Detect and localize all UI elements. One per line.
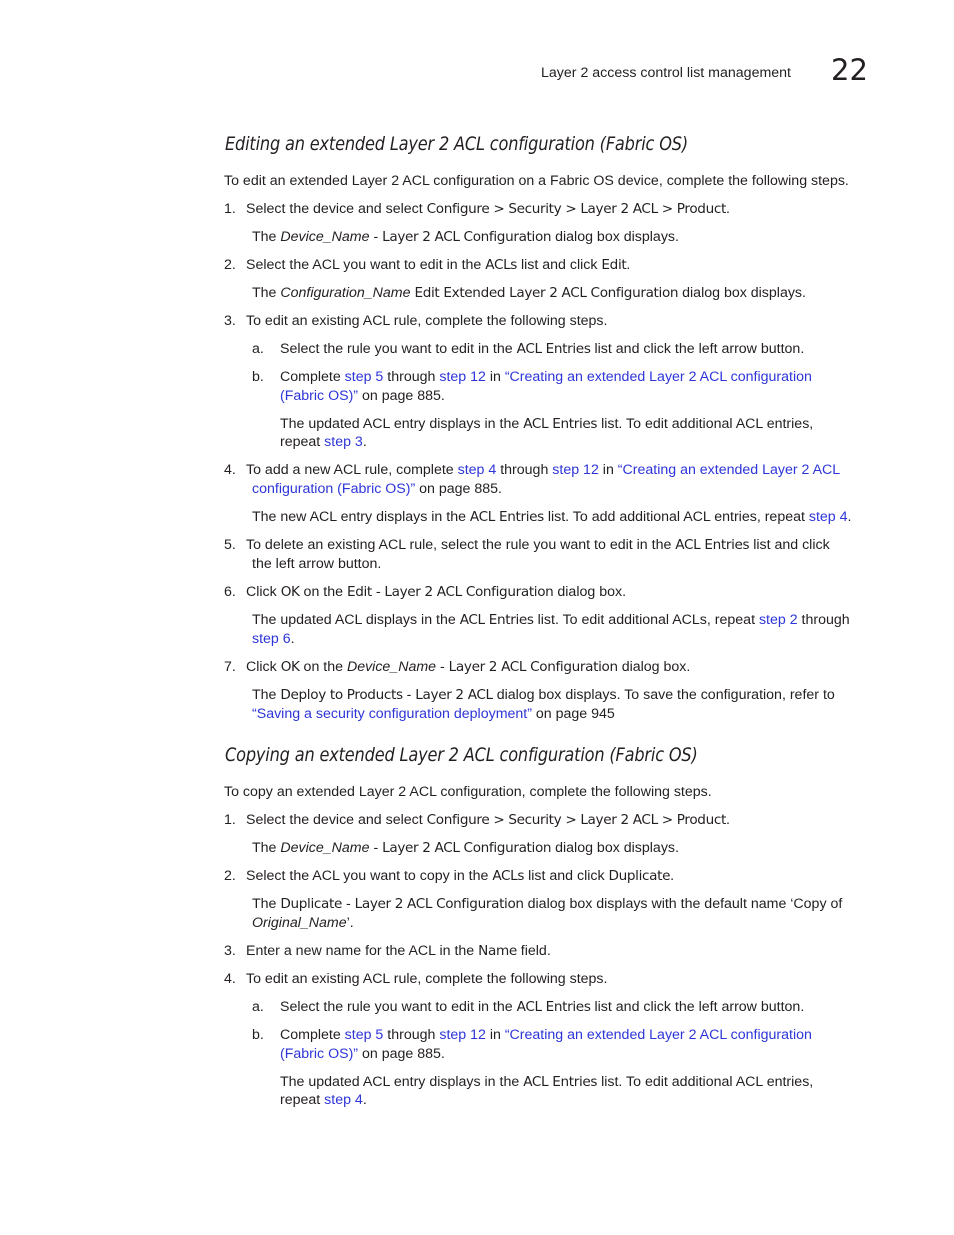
step-text: To edit an existing ACL rule, complete the following steps. [246,971,608,987]
step-text: Select the device and select [246,201,427,217]
step-text: The updated ACL displays in the [252,612,460,628]
step-number: 4. [224,462,236,478]
dialog-name: Layer 2 ACL Configuration [448,659,618,675]
step-text: dialog box displays. [678,285,806,301]
step-text: on page 945 [531,706,615,722]
ui-term: ACL Entries [459,612,534,628]
substep-3b-result-cont [280,433,367,452]
step-4-cont [252,480,502,499]
step-3 [224,942,551,961]
link-step-4[interactable]: step 4 [808,509,848,525]
ui-term: Edit [601,257,627,273]
step-text: . [670,868,675,884]
step-text: . [725,812,730,828]
ui-term: ACL Entries [675,537,750,553]
step-text: - [436,659,449,675]
step-number: 3. [224,943,236,959]
link-step-6[interactable]: step 6 [252,631,291,647]
step-number: 7. [224,659,236,675]
step-text: The updated ACL entry displays in the [280,1074,524,1090]
ui-term: ACLs [492,868,525,884]
ui-term: ACLs [485,257,518,273]
ui-term: ACL Entries [516,999,591,1015]
step-text: on the [299,584,347,600]
step-1-result [252,228,679,247]
substep-letter: b. [252,369,264,385]
step-2 [224,256,630,275]
dialog-name: Layer 2 ACL [415,687,493,703]
placeholder-name: Device_Name [280,229,370,245]
step-7-result [252,686,835,705]
step-number: 1. [224,201,236,217]
step-text: - [402,687,416,703]
step-text: list and click [524,868,609,884]
section-heading-copying: Copying an extended Layer 2 ACL configuration (Fabric OS) [225,744,698,766]
placeholder-name: Device_Name [280,840,370,856]
step-text: - [369,840,383,856]
link-creating-section[interactable]: configuration (Fabric OS)” [252,481,416,497]
step-text: The [252,229,281,245]
step-1 [224,811,730,830]
link-step-5[interactable]: step 5 [344,1027,384,1043]
step-text: Select the device and select [246,812,427,828]
substep-letter: a. [252,999,264,1015]
dialog-name: Edit Extended Layer 2 ACL Configuration [414,285,679,301]
step-number: 3. [224,313,236,329]
step-number: 6. [224,584,236,600]
substep-4b-cont [280,1045,445,1064]
step-text: through [496,462,553,478]
substep-4b-result [280,1073,813,1092]
step-text: . [626,257,631,273]
step-text: . [725,201,730,217]
link-step-4[interactable]: step 4 [324,1092,363,1108]
dialog-name: Edit - Layer 2 ACL Configuration [346,584,554,600]
step-number: 2. [224,257,236,273]
link-step-3[interactable]: step 3 [324,434,363,450]
ui-term: ACL Entries [523,1074,598,1090]
step-text: - [342,896,355,912]
step-2 [224,867,674,886]
intro-paragraph: To copy an extended Layer 2 ACL configuration, complete the following steps. [224,784,712,800]
step-text: Click [246,659,281,675]
link-creating-section[interactable]: “Creating an extended Layer 2 ACL configuration [504,369,812,385]
step-text: through [383,369,440,385]
step-text: The [252,896,281,912]
step-text: through [797,612,850,628]
link-creating-section[interactable]: (Fabric OS)” [280,1046,359,1062]
ui-term: ACL Entries [516,341,591,357]
ui-term: OK [280,659,300,675]
step-text: ’. [346,915,354,931]
step-text: list. To edit additional ACLs, repeat [533,612,759,628]
step-text: dialog box displays with the default name ‘Copy of [523,896,843,912]
step-text: list. To edit additional ACL entries, [597,1074,814,1090]
placeholder-name: Device_Name [346,659,437,675]
step-text: Complete [280,369,345,385]
step-text: To delete an existing ACL rule, select the rule you want to edit in the [246,537,676,553]
step-text: . [290,631,295,647]
step-6 [224,583,626,602]
ui-term: OK [280,584,300,600]
step-text: dialog box displays. [551,840,679,856]
step-5 [224,536,830,555]
link-step-12[interactable]: step 12 [439,369,486,385]
step-text: on the [299,659,347,675]
step-text: list and click [517,257,602,273]
dialog-name: Layer 2 ACL Configuration [354,896,524,912]
step-text: Enter a new name for the ACL in the [246,943,479,959]
step-6-result-cont [252,630,295,649]
step-7-result-cont [252,705,615,724]
step-text: - [369,229,383,245]
step-text: field. [516,943,551,959]
step-5-cont: the left arrow button. [252,556,382,572]
section-heading-editing: Editing an extended Layer 2 ACL configuration (Fabric OS) [225,133,688,155]
ui-term: ACL Entries [469,509,544,525]
menu-path: Configure > Security > Layer 2 ACL > Product [426,201,726,217]
step-2-result [252,895,842,914]
step-4-result [252,508,851,527]
link-step-5[interactable]: step 5 [344,369,384,385]
dialog-name: Layer 2 ACL Configuration [382,840,552,856]
step-text: . [847,509,852,525]
step-text: list. To edit additional ACL entries, [597,416,814,432]
dialog-name: Layer 2 ACL Configuration [382,229,552,245]
ui-term: ACL Entries [523,416,598,432]
step-text: The updated ACL entry displays in the [280,416,524,432]
step-text: dialog box displays. To save the configuration, refer to [492,687,835,703]
step-text: Select the ACL you want to copy in the [246,868,493,884]
ui-term: Duplicate [608,868,671,884]
substep-3b-cont [280,387,445,406]
step-text: in [485,1027,505,1043]
step-text: repeat [280,434,325,450]
link-saving-deployment[interactable]: “Saving a security configuration deployment” [252,706,532,722]
step-text: Complete [280,1027,345,1043]
step-text: dialog box. [553,584,627,600]
step-text: on page 885. [358,1046,445,1062]
step-text: list and click the left arrow button. [590,341,805,357]
link-step-2[interactable]: step 2 [758,612,798,628]
step-text: in [598,462,618,478]
step-7 [224,658,690,677]
substep-4a [252,998,804,1017]
step-text: To add a new ACL rule, complete [246,462,458,478]
link-step-4[interactable]: step 4 [457,462,497,478]
link-creating-section[interactable]: “Creating an extended Layer 2 ACL configuration [504,1027,812,1043]
step-2-result [252,284,806,303]
step-3 [224,312,607,331]
substep-3a [252,340,804,359]
link-creating-section[interactable]: (Fabric OS)” [280,388,359,404]
substep-3b-result [280,415,813,434]
step-text: The [252,687,281,703]
step-text: Select the rule you want to edit in the [280,999,517,1015]
dialog-name: Deploy to Products [280,687,403,703]
ui-term: Name [478,943,517,959]
step-number: 1. [224,812,236,828]
substep-4b [252,1026,812,1045]
step-text: in [485,369,505,385]
link-step-12[interactable]: step 12 [439,1027,486,1043]
step-text: Click [246,584,281,600]
chapter-number: 22 [831,53,868,87]
step-text: . [362,434,367,450]
step-text: Select the rule you want to edit in the [280,341,517,357]
step-text: through [383,1027,440,1043]
step-text: list. To add additional ACL entries, repeat [543,509,809,525]
step-text: dialog box. [617,659,691,675]
step-text: To edit an existing ACL rule, complete the following steps. [246,313,608,329]
step-1-result [252,839,679,858]
menu-path: Configure > Security > Layer 2 ACL > Product [426,812,726,828]
step-number: 2. [224,868,236,884]
substep-letter: b. [252,1027,264,1043]
step-text: . [362,1092,367,1108]
step-number: 5. [224,537,236,553]
step-4 [224,970,607,989]
substep-3b [252,368,812,387]
step-text: The [252,840,281,856]
intro-paragraph: To edit an extended Layer 2 ACL configuration on a Fabric OS device, complete the following steps. [224,173,849,189]
step-text: The [252,285,281,301]
step-1 [224,200,730,219]
step-6-result [252,611,850,630]
step-4 [224,461,840,480]
step-text: Select the ACL you want to edit in the [246,257,486,273]
step-text: on page 885. [358,388,445,404]
step-text: on page 885. [415,481,502,497]
running-header-title: Layer 2 access control list management [541,65,791,81]
link-creating-section[interactable]: “Creating an extended Layer 2 ACL [617,462,841,478]
substep-4b-result-cont [280,1091,367,1110]
step-text: repeat [280,1092,325,1108]
link-step-12[interactable]: step 12 [552,462,599,478]
dialog-name: Duplicate [280,896,343,912]
placeholder-name: Configuration_Name [280,285,411,301]
step-number: 4. [224,971,236,987]
step-text: The new ACL entry displays in the [252,509,470,525]
substep-letter: a. [252,341,264,357]
step-2-result-cont [252,914,354,933]
step-text: list and click [749,537,830,553]
placeholder-name: Original_Name [252,915,347,931]
step-text: dialog box displays. [551,229,679,245]
step-text: list and click the left arrow button. [590,999,805,1015]
